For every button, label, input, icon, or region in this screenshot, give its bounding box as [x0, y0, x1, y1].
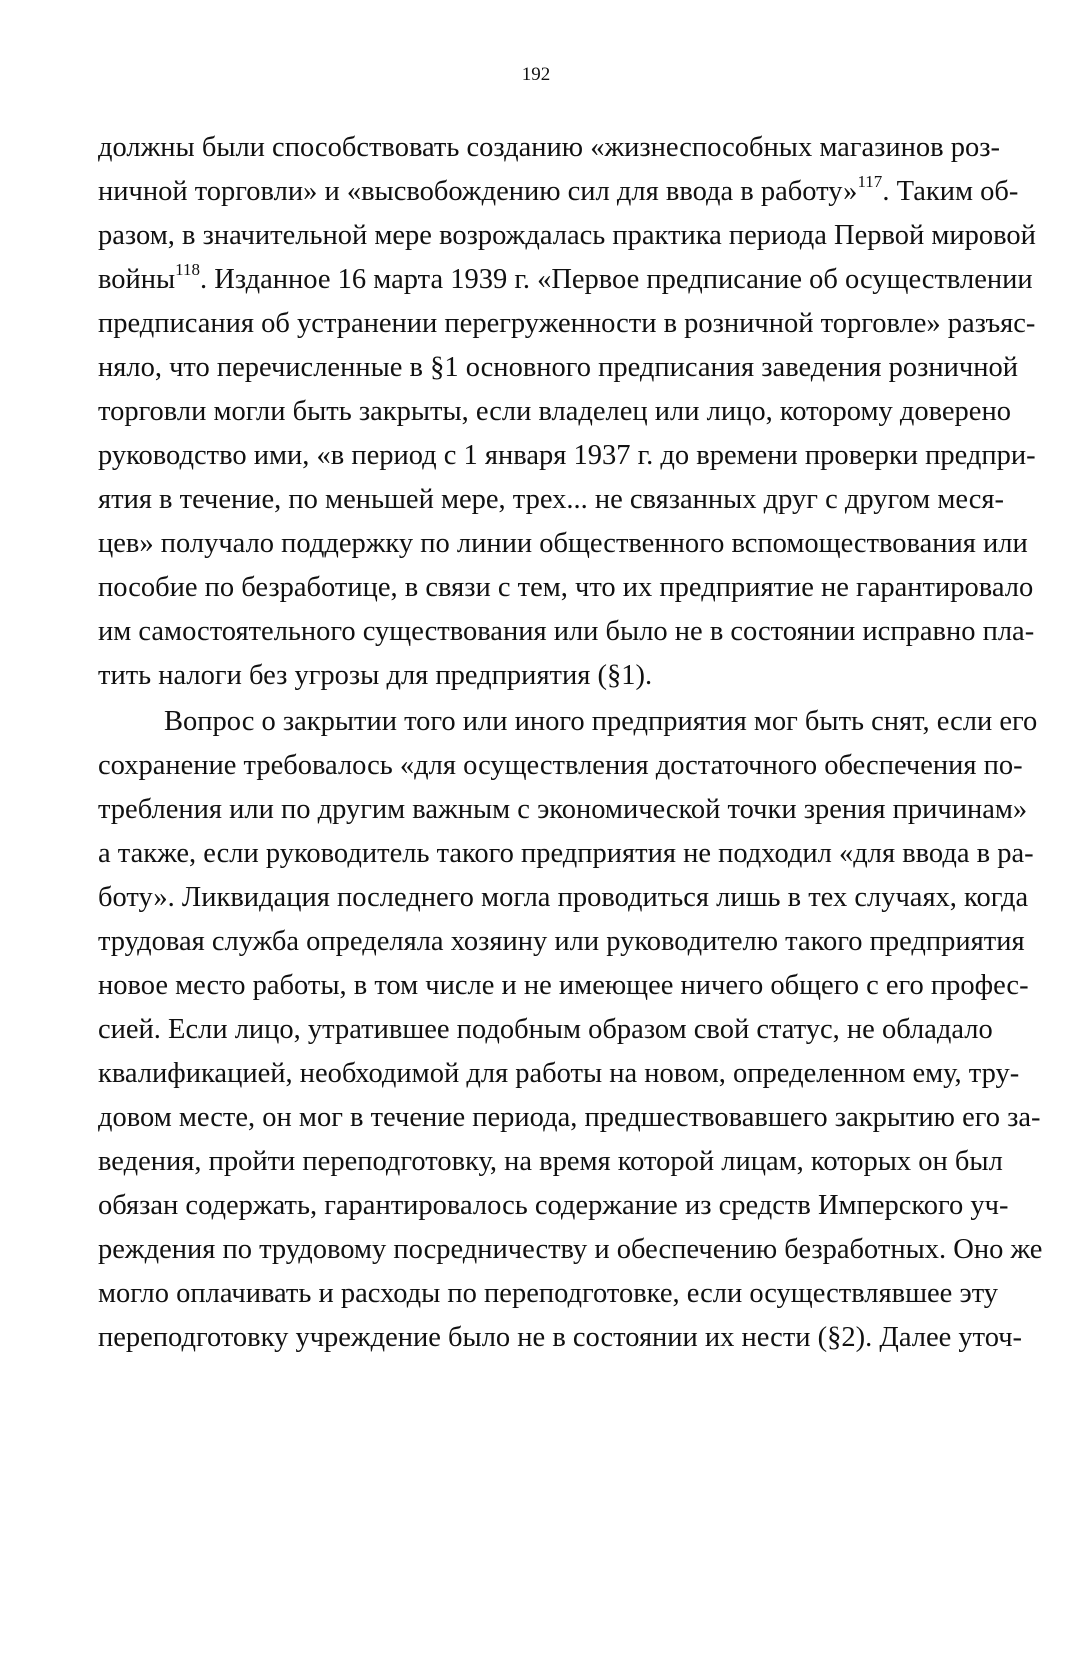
text-line: ятия в течение, по меньшей мере, трех... не связанных друг с другом меся-	[98, 484, 1004, 515]
text-line: должны были способствовать созданию «жизнеспособных магазинов роз-	[98, 132, 1000, 163]
text-line: пособие по безработице, в связи с тем, что их предприятие не гарантировало	[98, 572, 1034, 603]
text-line: тить налоги без угрозы для предприятия (§1).	[98, 660, 653, 691]
footnote-ref-117[interactable]: 117	[857, 172, 883, 191]
text-line: требления или по другим важным с экономической точки зрения причинам»	[98, 794, 1028, 825]
text-line: разом, в значительной мере возрождалась практика периода Первой мировой	[98, 220, 1036, 251]
text-line: боту». Ликвидация последнего могла проводиться лишь в тех случаях, когда	[98, 882, 1029, 913]
footnote-ref-118[interactable]: 118	[175, 260, 201, 279]
text-line: им самостоятельного существования или было не в состоянии исправно пла-	[98, 616, 1035, 647]
text-line: ведения, пройти переподготовку, на время которой лицам, которых он был	[98, 1146, 1003, 1177]
text-line: цев» получало поддержку по линии общественного вспомоществования или	[98, 528, 1028, 559]
text-span: войны	[98, 264, 176, 295]
text-line: предписания об устранении перегруженности в розничной торговле» разъяс-	[98, 308, 1036, 339]
text-line: квалификацией, необходимой для работы на новом, определенном ему, тру-	[98, 1058, 1020, 1089]
text-line: реждения по трудовому посредничеству и обеспечению безработных. Оно же	[98, 1234, 1043, 1265]
text-span: ничной торговли» и «высвобождению сил для ввода в работу»	[98, 176, 858, 207]
text-line: довом месте, он мог в течение периода, предшествовавшего закрытию его за-	[98, 1102, 1041, 1133]
text-line: торговли могли быть закрыты, если владелец или лицо, которому доверено	[98, 396, 1011, 427]
page-number: 192	[521, 64, 551, 85]
text-line: переподготовку учреждение было не в состоянии их нести (§2). Далее уточ-	[98, 1322, 1023, 1353]
text-line	[98, 260, 1033, 298]
text-line: сией. Если лицо, утратившее подобным образом свой статус, не обладало	[98, 1014, 993, 1045]
text-line: могло оплачивать и расходы по переподготовке, если осуществлявшее эту	[98, 1278, 999, 1309]
text-line: няло, что перечисленные в §1 основного предписания заведения розничной	[98, 352, 1019, 383]
text-line: руководство ими, «в период с 1 января 1937 г. до времени проверки предпри-	[98, 440, 1036, 471]
text-line	[98, 172, 1019, 210]
text-line: обязан содержать, гарантировалось содержание из средств Имперского уч-	[98, 1190, 1009, 1221]
text-line: Вопрос о закрытии того или иного предприятия мог быть снят, если его	[164, 706, 1038, 737]
text-line: новое место работы, в том числе и не имеющее ничего общего с его профес-	[98, 970, 1029, 1001]
text-span: . Изданное 16 марта 1939 г. «Первое предписание об осуществлении	[200, 264, 1033, 295]
text-line: сохранение требовалось «для осуществления достаточного обеспечения по-	[98, 750, 1023, 781]
text-span: . Таким об-	[882, 176, 1019, 207]
text-line: а также, если руководитель такого предприятия не подходил «для ввода в ра-	[98, 838, 1034, 869]
text-line: трудовая служба определяла хозяину или руководителю такого предприятия	[98, 926, 1025, 957]
